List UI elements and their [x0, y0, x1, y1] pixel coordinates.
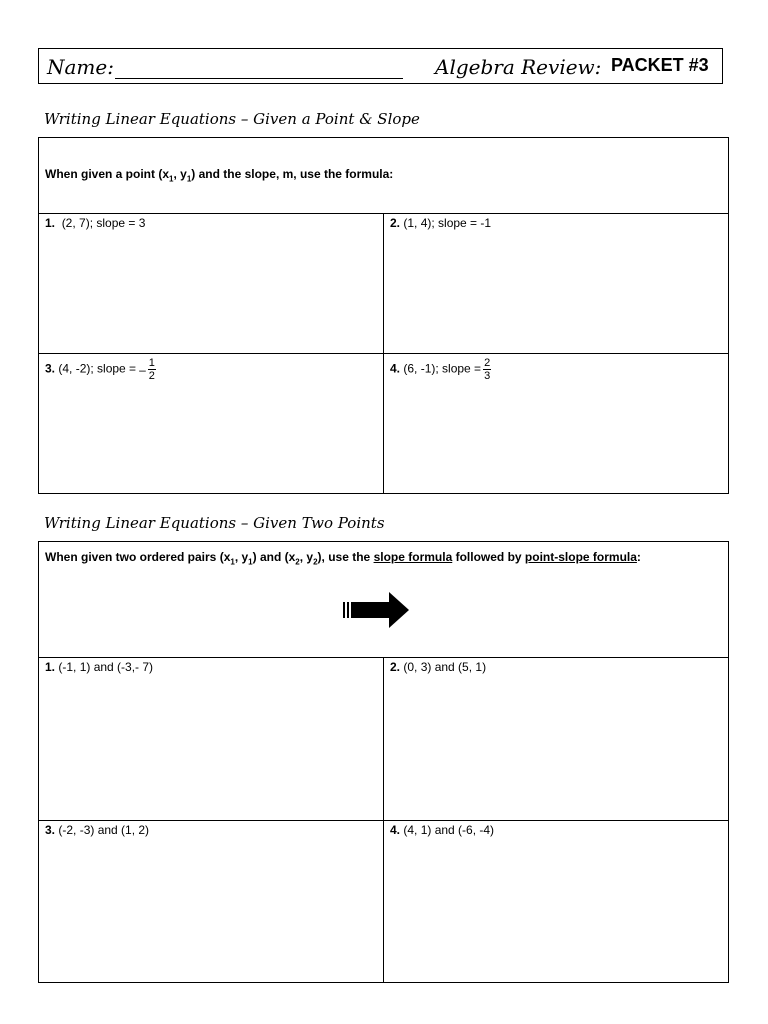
- header-box: [38, 48, 723, 84]
- section1-problem-1[interactable]: 1. (2, 7); slope = 3: [38, 213, 384, 354]
- fraction-one-half: $\frac{1}{2}$: [148, 357, 155, 382]
- packet-label: PACKET #3: [611, 55, 709, 75]
- review-label: Algebra Review:: [435, 55, 602, 79]
- name-label: Name:: [47, 55, 114, 79]
- section1-title: Writing Linear Equations – Given a Point & Slope: [44, 110, 420, 128]
- section1-intro-box: [38, 137, 729, 214]
- section2-problem-3[interactable]: 3. (-2, -3) and (1, 2): [38, 820, 384, 983]
- section1-problem-2[interactable]: 2. (1, 4); slope = -1: [383, 213, 729, 354]
- section2-problem-4[interactable]: 4. (4, 1) and (-6, -4): [383, 820, 729, 983]
- name-field-line[interactable]: [115, 78, 403, 79]
- fraction-two-thirds: $\frac{2}{3}$: [484, 357, 491, 382]
- section2-problem-1[interactable]: 1. (-1, 1) and (-3,- 7): [38, 657, 384, 821]
- right-arrow-icon: [341, 590, 411, 630]
- section2-intro: When given two ordered pairs ($x_1$, $y_1$) and ($x_2$, $y_2$), use the slope formula followed by point-slope formula:: [45, 550, 641, 567]
- section2-intro-box: [38, 541, 729, 658]
- section1-intro: When given a point ($x_1$, $y_1$) and the slope, m, use the formula:: [45, 167, 394, 184]
- section2-problem-2[interactable]: 2. (0, 3) and (5, 1): [383, 657, 729, 821]
- section1-problem-3[interactable]: 3. (4, -2); slope = – $\frac{1}{2}$: [38, 353, 384, 494]
- slope-formula-link: slope formula: [373, 550, 453, 564]
- section1-problem-4[interactable]: 4. (6, -1); slope = $\frac{2}{3}$: [383, 353, 729, 494]
- point-slope-formula-link: point-slope formula: [524, 550, 637, 564]
- section2-title: Writing Linear Equations – Given Two Points: [44, 514, 385, 532]
